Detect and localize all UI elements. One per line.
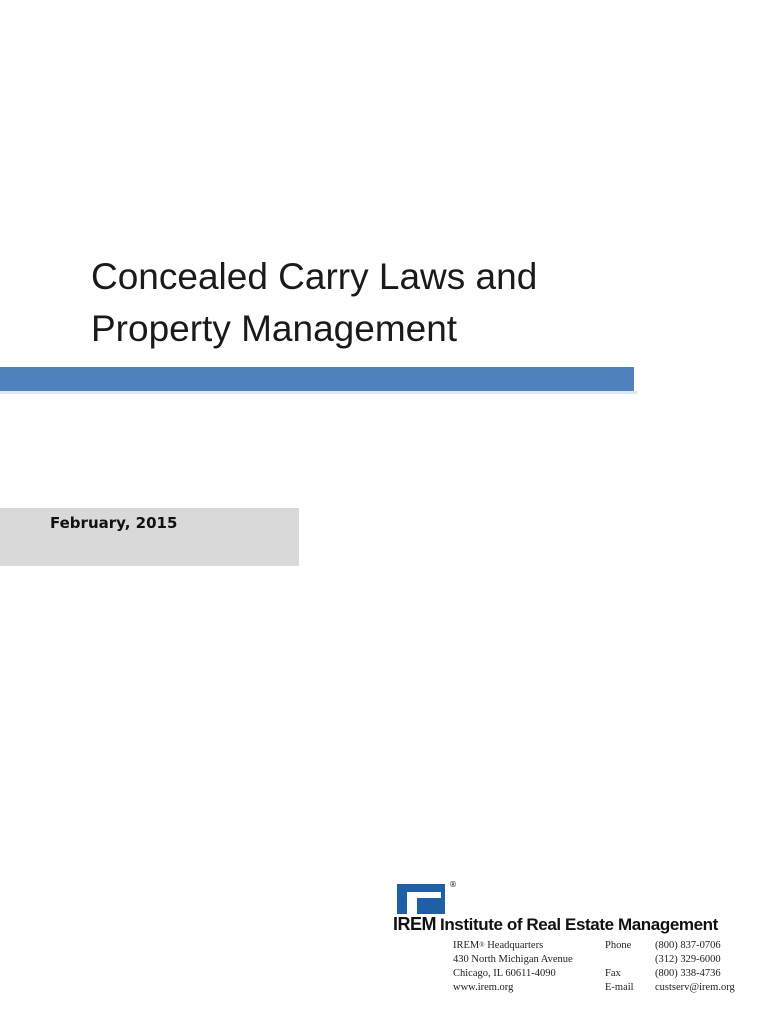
accent-bar-shadow [0,391,637,394]
fax-value: (800) 338-4736 [655,968,721,979]
irem-footer [393,880,763,1000]
title-line-2: Property Management [91,308,458,349]
document-date: February, 2015 [50,514,178,532]
document-title [91,251,651,355]
contact-labels [605,939,634,995]
city-line: Chicago, IL 60611-4090 [453,968,556,979]
hq-name: IREM [453,940,480,951]
phone-label-blank [605,953,634,967]
title-line-1: Concealed Carry Laws and [91,256,538,297]
contact-values [655,939,735,995]
phone-value-2[interactable]: (312) 329-6000 [655,954,721,965]
hq-registered-mark: ® [479,941,485,949]
brand-abbrev: IREM [393,914,436,934]
brand-full-name: Institute of Real Estate Management [440,915,718,934]
phone-label: Phone [605,940,632,951]
registered-mark: ® [449,880,457,889]
phone-value-1[interactable]: (800) 837-0706 [655,940,721,951]
fax-label: Fax [605,968,621,979]
address-block [453,939,573,995]
website-link[interactable]: www.irem.org [453,982,514,993]
email-link[interactable]: custserv@irem.org [655,982,735,993]
hq-suffix: Headquarters [484,940,544,951]
street-line: 430 North Michigan Avenue [453,954,573,965]
brand-name [393,914,718,935]
title-accent-bar [0,367,634,391]
hq-line [453,939,573,953]
email-label: E-mail [605,982,634,993]
irem-building-icon [397,884,445,914]
